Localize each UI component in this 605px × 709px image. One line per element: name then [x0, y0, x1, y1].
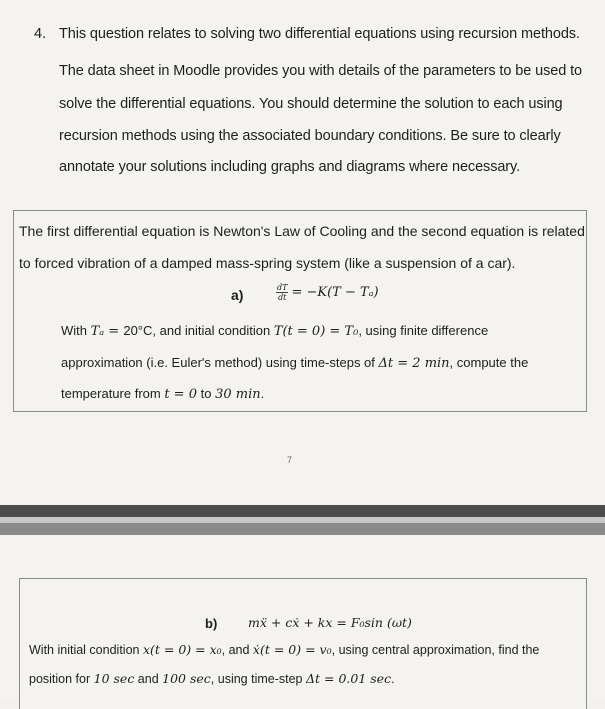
cond-math: t = 0	[164, 387, 197, 402]
part-b-label: b)	[205, 616, 218, 631]
b-math: ẋ(t = 0) = v₀	[252, 642, 332, 657]
question-line-4: recursion methods using the associated boundary conditions. Be sure to clearly	[59, 128, 561, 144]
page-separator-shadow	[0, 523, 605, 535]
cond-text: With	[61, 323, 91, 338]
cond-math: 30 min	[215, 387, 261, 402]
b-text: position for	[29, 672, 94, 686]
b-text: and	[134, 672, 163, 686]
question-line-5: annotate your solutions including graphs and diagrams where necessary.	[59, 159, 521, 175]
cond-text: to	[196, 386, 216, 401]
b-text: , and	[221, 643, 253, 657]
b-text: , using time-step	[210, 672, 306, 686]
part-a-box	[13, 210, 587, 412]
b-math: x(t = 0) = x₀	[142, 642, 222, 657]
b-math: 100 sec	[162, 671, 211, 686]
cond-math: T(t = 0) = T₀	[273, 324, 359, 339]
page-separator	[0, 505, 605, 517]
fraction-denominator: dt	[278, 293, 287, 302]
question-line-1: This question relates to solving two differential equations using recursion methods.	[59, 26, 580, 42]
cond-math: Tₐ =	[90, 324, 124, 339]
intro-line-2: to forced vibration of a damped mass-spring system (like a suspension of a car).	[19, 255, 516, 271]
cooling-equation	[276, 283, 379, 302]
question-number: 4.	[34, 26, 47, 42]
b-text: .	[391, 672, 395, 686]
part-b-line-1	[29, 642, 539, 657]
question-line-2: The data sheet in Moodle provides you with details of the parameters to be used to	[59, 63, 582, 79]
cond-text: approximation (i.e. Euler's method) using time-steps of	[61, 355, 379, 370]
part-b-line-2	[29, 671, 395, 686]
cond-text: .	[260, 386, 265, 401]
page-number: 7	[287, 455, 293, 465]
b-math: Δt = 0.01 sec	[305, 671, 392, 686]
condition-line-2	[61, 355, 528, 371]
part-a-label: a)	[231, 287, 244, 303]
cond-math: Δt = 2 min	[378, 356, 450, 371]
cond-text: , using finite difference	[358, 323, 489, 338]
cond-text: 20°C, and initial condition	[123, 323, 274, 338]
part-b-box	[19, 578, 587, 709]
cond-text: temperature from	[61, 386, 165, 401]
b-text: With initial condition	[29, 643, 143, 657]
vibration-equation: mẍ + cẋ + kx = F₀sin (ωt)	[248, 615, 412, 630]
intro-line-1: The first differential equation is Newton's Law of Cooling and the second equation is related	[19, 223, 585, 239]
b-math: 10 sec	[93, 671, 135, 686]
condition-line-1	[61, 323, 488, 339]
equation-rhs: = −K(T − Tₐ)	[291, 285, 379, 300]
derivative-fraction	[276, 283, 288, 302]
fraction-numerator: dT	[277, 283, 288, 292]
condition-line-3	[61, 386, 264, 402]
b-text: , using central approximation, find the	[331, 643, 540, 657]
question-line-3: solve the differential equations. You should determine the solution to each using	[59, 96, 563, 112]
cond-text: , compute the	[449, 355, 529, 370]
